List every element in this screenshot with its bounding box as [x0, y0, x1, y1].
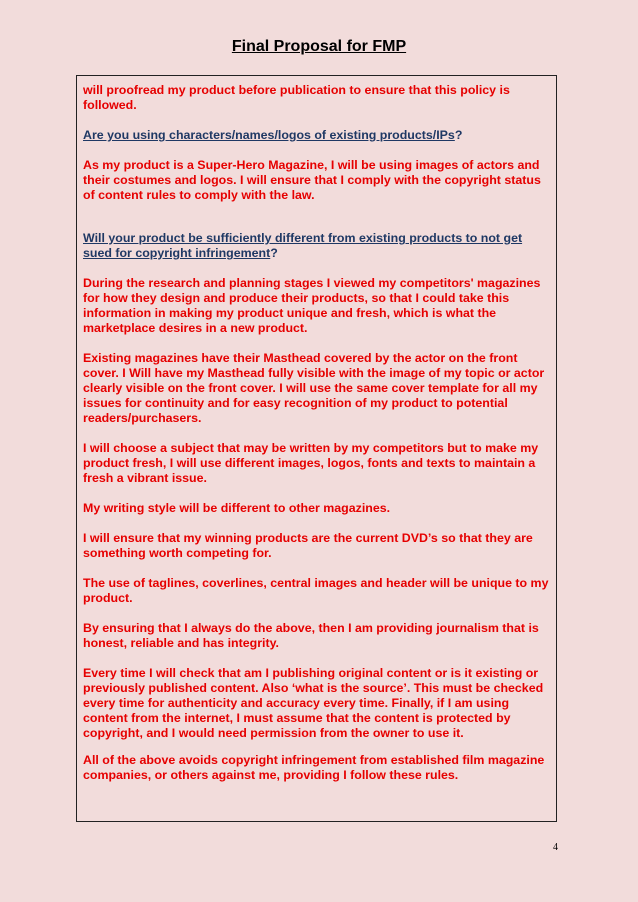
question-mark: ?: [270, 246, 278, 260]
paragraph-journalism: By ensuring that I always do the above, then I am providing journalism that is honest, reliable and has integrity.: [83, 621, 539, 650]
paragraph-avoid-infringement: All of the above avoids copyright infringement from established film magazine companies, or others against me, providing I follow these rules.: [83, 753, 545, 782]
question-text: Will your product be sufficiently different from existing products to not get sued for copyright infringement: [83, 231, 523, 260]
paragraph-subject: I will choose a subject that may be written by my competitors but to make my product fresh, I will use different images, logos, fonts and texts to maintain a fresh a vibrant issue.: [83, 441, 539, 485]
question-existing-products: [83, 128, 550, 143]
page-number: 4: [553, 842, 558, 853]
paragraph-writing-style: My writing style will be different to other magazines.: [83, 501, 391, 515]
paragraph-masthead: Existing magazines have their Masthead covered by the actor on the front cover. I Will have my Masthead fully visible with the image of my topic or actor clearly visible on the front cover. I will use the same cover template for all my issues for continuity and for easy recognition of my product to potential readers/purchasers.: [83, 351, 545, 425]
question-mark: ?: [454, 128, 463, 142]
paragraph-taglines: The use of taglines, coverlines, central images and header will be unique to my product.: [83, 576, 549, 605]
question-text: Are you using characters/names/logos of existing products/IPs: [83, 128, 455, 142]
page-title: Final Proposal for FMP: [231, 38, 407, 55]
question-copyright-infringement: [83, 231, 550, 261]
paragraph-winning-products: I will ensure that my winning products are the current DVD’s so that they are something worth competing for.: [83, 531, 533, 560]
proposal-content-box: [76, 75, 557, 822]
paragraph-superhero-magazine: As my product is a Super-Hero Magazine, I will be using images of actors and their costumes and logos. I will ensure that I comply with the copyright status of content rules to comply with the law.: [83, 158, 541, 202]
paragraph-proofread: will proofread my product before publication to ensure that this policy is followed.: [83, 83, 510, 112]
paragraph-original-content: Every time I will check that am I publishing original content or is it existing or previously published content. Also ‘what is the source’. This must be checked every time for authenticity and accuracy every time. Finally, if I am using content from the internet, I must assume that the content is protected by copyright, and I would need permission from the owner to use it.: [83, 666, 544, 740]
paragraph-research: During the research and planning stages I viewed my competitors' magazines for how they design and produce their products, so that I could take this information in making my product unique and fresh, which is what the marketplace desires in a new product.: [83, 276, 541, 335]
